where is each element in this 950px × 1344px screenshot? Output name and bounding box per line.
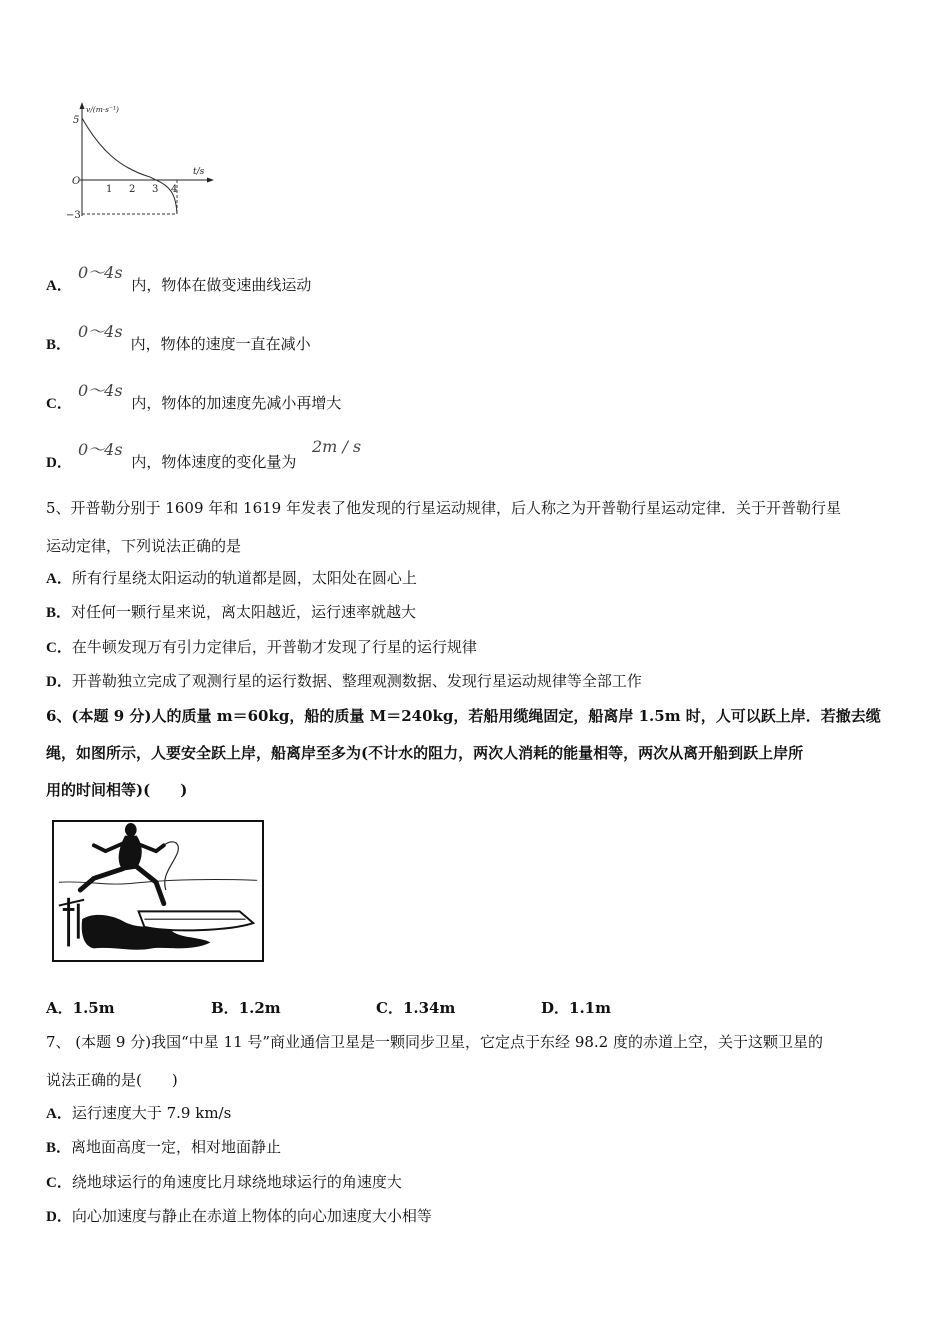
math-interval: 0～4s [78, 440, 123, 459]
math-velocity-change: 2m / s [312, 437, 362, 456]
q5-option-d [46, 670, 642, 691]
q6-option-d [541, 997, 611, 1018]
option-text: 在牛顿发现万有引力定律后，开普勒才发现了行星的运行规律 [71, 638, 477, 656]
option-letter: C． [376, 999, 403, 1017]
q7-option-b [46, 1136, 281, 1157]
q6-stem-line3: 用的时间相等)( ) [46, 781, 188, 799]
option-text: 对任何一颗行星来说，离太阳越近，运行速率就越大 [71, 603, 417, 621]
graph-xlabel: t/s [193, 167, 205, 177]
option-text: 1.34m [402, 999, 456, 1017]
math-interval: 0～4s [78, 322, 123, 341]
option-letter: D． [46, 674, 72, 690]
q4-option-c [46, 392, 341, 413]
q5-option-c [46, 636, 477, 657]
q6-option-a [46, 997, 115, 1018]
graph-xtick: 4 [171, 184, 178, 195]
option-letter: D． [46, 455, 72, 471]
option-letter: A． [46, 1106, 72, 1122]
graph-ylabel: v/(m·s⁻¹) [86, 105, 119, 114]
q6-stem-line2: 绳，如图所示，人要安全跃上岸，船离岸至多为(不计水的阻力，两次人消耗的能量相等，两次从离开船到跃上岸所 [46, 744, 804, 762]
q5-stem-line2: 运动定律，下列说法正确的是 [46, 537, 242, 555]
option-letter: D． [541, 999, 570, 1017]
q5-option-a [46, 567, 417, 588]
math-interval: 0～4s [78, 263, 123, 282]
option-text: 所有行星绕太阳运动的轨道都是圆，太阳处在圆心上 [71, 569, 417, 587]
graph-ytick-bottom: −3 [66, 210, 81, 221]
option-letter: D． [46, 1209, 72, 1225]
option-letter: C． [46, 396, 72, 412]
q6-option-b [211, 997, 281, 1018]
math-interval: 0～4s [78, 381, 123, 400]
q7-stem-line1: 7、 (本题 9 分)我国“中星 11 号”商业通信卫星是一颗同步卫星，它定点于东经 98.2 度的赤道上空，关于这颗卫星的 [46, 1033, 823, 1051]
option-text: 1.5m [72, 999, 115, 1017]
option-text: 内，物体速度的变化量为 [131, 453, 297, 471]
option-letter: B． [46, 337, 72, 353]
option-letter: B． [211, 999, 239, 1017]
option-text: 离地面高度一定，相对地面静止 [71, 1138, 282, 1156]
option-text: 1.1m [569, 999, 611, 1017]
q5-option-b [46, 601, 416, 622]
graph-xtick: 1 [106, 184, 113, 195]
graph-xtick: 2 [129, 184, 136, 195]
q4-option-d [46, 451, 296, 472]
option-text: 内，物体的加速度先减小再增大 [131, 394, 342, 412]
option-letter: B． [46, 605, 72, 621]
option-text: 开普勒独立完成了观测行星的运行数据、整理观测数据、发现行星运动规律等全部工作 [71, 672, 642, 690]
q7-stem-line2: 说法正确的是( ) [46, 1071, 178, 1089]
q6-option-c [376, 997, 455, 1018]
option-text: 向心加速度与静止在赤道上物体的向心加速度大小相等 [71, 1207, 432, 1225]
q6-stem-line1: 6、(本题 9 分)人的质量 m＝60kg，船的质量 M＝240kg，若船用缆绳固定，船离岸 1.5m 时，人可以跃上岸．若撤去缆 [46, 707, 881, 725]
option-text: 内，物体在做变速曲线运动 [131, 276, 312, 294]
graph-origin: O [72, 176, 81, 187]
option-text: 运行速度大于 7.9 km/s [71, 1104, 232, 1122]
graph-ytick-top: 5 [73, 115, 80, 126]
option-letter: B． [46, 1140, 72, 1156]
q4-option-b [46, 333, 311, 354]
option-text: 绕地球运行的角速度比月球绕地球运行的角速度大 [71, 1173, 402, 1191]
option-letter: A． [46, 999, 73, 1017]
q4-option-a [46, 274, 311, 295]
q5-stem-line1: 5、开普勒分别于 1609 年和 1619 年发表了他发现的行星运动规律，后人称之为开普勒行星运动定律．关于开普勒行星 [46, 499, 841, 517]
q7-option-c [46, 1171, 402, 1192]
velocity-time-graph [60, 98, 220, 223]
option-text: 1.2m [238, 999, 281, 1017]
option-text: 内，物体的速度一直在减小 [130, 335, 311, 353]
q7-option-d [46, 1205, 432, 1226]
option-letter: C． [46, 640, 72, 656]
option-letter: C． [46, 1175, 72, 1191]
graph-xtick: 3 [152, 184, 159, 195]
q7-option-a [46, 1102, 231, 1123]
option-letter: A． [46, 571, 72, 587]
boat-jump-figure [52, 820, 264, 962]
option-letter: A． [46, 278, 72, 294]
